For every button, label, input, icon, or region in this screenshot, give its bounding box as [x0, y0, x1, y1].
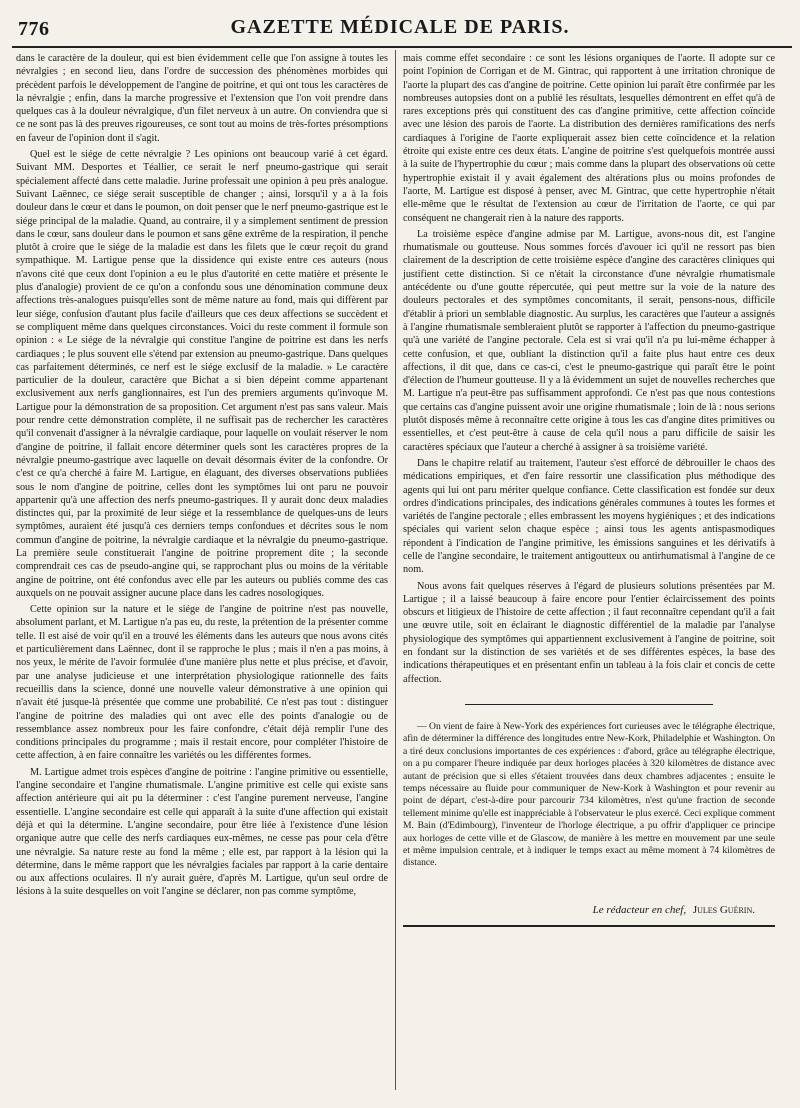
paragraph: mais comme effet secondaire : ce sont les lésions organiques de l'aorte. Il adopte sur ce point l'opinion de Corrigan et de M. Gintrac, qui rapportent à une irritation chronique de l'aorte la plupart des cas d'angine de poitrine. Cette opinion lui paraît être confirmée par les nombreuses autopsies dont on a publié les résultats, lesquelles démontrent en effet qu'à de rares exceptions près qui constituent des cas d'angine primitive, cette affection coïncide avec une lésion des parois de l'aorte. La distribution des dernières ramifications des nerfs cardiaques à l'origine de l'aorte expliquerait assez bien cette coïncidence et la relation étroite qui existe entre ces deux états. L'angine de poitrine s'est quelquefois montrée aussi à la suite de l'hypertrophie du cœur ; mais comme dans la plupart des observations où cette hypertrophie existait il y avait également des altérations plus ou moins profondes de l'aorte, M. Lartigue est disposé à penser, avec M. Gintrac, que cette hypertrophie n'était elle-même que le résultat de l'extension au cœur de l'irritation de l'aorte, ce qui par conséquent ne changerait rien à la nature des rapports.	[403, 53, 775, 224]
news-item: — On vient de faire à New-York des expériences fort curieuses avec le télégraphe électrique, afin de déterminer la différence des longitudes entre New-Kork, Philadelphie et Washington. On a tiré deux conclusions importantes de ces expériences : d'abord, grâce au télégraphe électrique, on a pu comparer l'heure indiquée par deux horloges placées à 320 kilomètres de distance avec autant de précision que si elles s'étaient trouvées dans deux chambres adjacentes ; ensuite le temps nécessaire au fluide pour communiquer de New-Kork à Washington et pour revenir au point de départ, c'est-à-dire pour parcourir 734 kilomètres, n'est qu'une fraction de seconde tellement minime qu'elle est inappréciable à l'observateur le plus exercé. Ceci explique comment M. Bain (d'Edimbourg), l'inventeur de l'horloge électrique, a pu offrir d'appliquer ce principe aux horloges de cette ville et de Glascow, de manière à les mettre en mouvement par une seule et même impulsion centrale, et à indiquer le temps exact au même moment à 74 kilomètres de distance.	[403, 720, 775, 869]
journal-title: GAZETTE MÉDICALE DE PARIS.	[230, 16, 570, 38]
paragraph: Cette opinion sur la nature et le siége de l'angine de poitrine n'est pas nouvelle, absolument parlant, et M. Lartigue n'a pas eu, du reste, la prétention de la présenter comme telle. Il est aisé de voir qu'il en a trouvé les éléments dans les auteurs que nous avons cités et particulièrement dans Laënnec, dont il se rapproche le plus ; mais il n'en a pas moins, à nos yeux, le mérite de l'avoir formulée d'une manière plus nette et plus précise, et d'avoir, par une analyse judicieuse et une interprétation physiologique rationnelle des faits recueillis dans la science, donné une nouvelle valeur démonstrative à une opinion qui n'avait été jusque-là présentée que comme une probabilité. Ce n'est pas tout : distinguer l'angine de poitrine des maladies qui ont avec elle des points d'analogie ou de ressemblance assez nombreux pour les faire confondre, c'était déjà remplir l'une des conditions principales du programme ; mais il restait encore, pour compléter l'histoire de cette affection, à en faire connaître les variétés ou les différentes formes.	[16, 604, 388, 762]
page-header	[12, 14, 788, 48]
signature-label: Le rédacteur en chef,	[592, 903, 687, 916]
signature-name: Jules Guérin.	[692, 903, 755, 916]
paragraph: Nous avons fait quelques réserves à l'égard de plusieurs solutions présentées par M. Lartigue ; il a laissé beaucoup à faire encore pour l'entier éclaircissement des points obscurs et litigieux de l'histoire de cette affection ; il faut reconnaître cependant qu'il a fait une œuvre utile, soit en éclairant le diagnostic différentiel de la maladie par l'analyse physiologique des symptômes qui appartiennent exclusivement à l'angine de poitrine, soit en fondant sur la distinction de ses variétés et de ses différentes espèces, la base des indications thérapeutiques et en présentant enfin un tableau à la fois clair et concis de cette affection.	[403, 580, 775, 685]
header-rule	[12, 46, 792, 48]
page-number: 776	[18, 18, 50, 40]
column-divider	[395, 50, 396, 1090]
left-column	[16, 52, 388, 902]
paragraph: Quel est le siége de cette névralgie ? Les opinions ont beaucoup varié à cet égard. Suivant MM. Desportes et Téallier, ce serait le nerf pneumo-gastrique qui serait spécialement affecté dans cette maladie. Jurine professait une opinion à peu près analogue. Suivant Laënnec, ce siége serait susceptible de changer ; ainsi, lorsqu'il y a à la fois douleur dans le cœur et dans le poumon, on doit penser que le nerf pneumo-gastrique est le siége principal de la maladie. Quand, au contraire, il y a simplement sentiment de pression dans le cœur, sans douleur dans le poumon et sans gêne extrême de la respiration, il penche plutôt à croire que le siége de la maladie est dans les filets que le cœur reçoit du grand sympathique. M. Lartigue pense que la dissidence qui existe entre ces auteurs (nous n'avons cité que ceux dont l'opinion a eu le plus d'autorité en cette matière et présente le plus d'analogie) provient de ce qu'on a confondu sous une dénomination commune deux affections très-analogues puisqu'elles sont de même nature au fond, mais qui diffèrent par leur siége, confusion d'autant plus facile d'ailleurs que ces deux affections se succèdent et se compliquent même dans quelques circonstances. Voici du reste comment il formule son opinion : « Le siége de la névralgie qui constitue l'angine de poitrine est dans les nerfs cardiaques ; le plus souvent elle s'étend par extension au pneumo-gastrique. Dans quelques cas parfaitement déterminés, ce nerf est le siége exclusif de la maladie. » Le caractère particulier de la douleur, caractère que Bichat a si bien dépeint comme appartenant exclusivement aux nerfs ganglionnaires, est l'un des premiers arguments qu'invoque M. Lartigue pour la démonstration de sa proposition. Cet argument n'est pas sans valeur. Mais pour rendre cette démonstration complète, il ne suffisait pas de rechercher les caractères qu'il convenait d'assigner à la névralgie cardiaque, pour laquelle on voulait réserver le nom d'angine de poitrine, il fallait encore déterminer quels sont les caractères propres de la névralgie pneumo-gastrique avec laquelle on devait désormais éviter de la confondre. Or c'est ce qu'a cherché à faire M. Lartigue, en élaguant, des diverses observations publiées sous le nom d'angine de poitrine, celles dont les symptômes lui ont paru ne pouvoir appartenir qu'à une affection des nerfs pneumo-gastriques. Il y aurait donc deux maladies distinctes qui, par la proximité de leur siége et la ressemblance de quelques-uns de leurs symptômes, auraient été jusqu'à ces derniers temps confondues et décrites sous le nom commun d'angine de poitrine, la névralgie cardiaque et la névralgie du pneumo-gastrique. La première seule constituerait l'angine de poitrine proprement dite ; la seconde comprendrait ces cas de pseudo-angine qui, se rapprochant plus ou moins de la véritable angine de poitrine, ont été confondus avec elle par les auteurs ou publiés comme des cas auxquels on ne pouvait assigner aucune place dans les cadres nosologiques.	[16, 149, 388, 599]
paragraph: M. Lartigue admet trois espèces d'angine de poitrine : l'angine primitive ou essentielle, l'angine secondaire et l'angine rhumatismale. L'angine primitive est celle qui existe sans affection antérieure qui ait pu la déterminer : c'est l'angine purement nerveuse, l'angine essentielle. L'angine secondaire est celle qui apparaît à la suite d'une affection qui existait déjà et qui la détermine. L'angine secondaire, pour être liée à l'existence d'une lésion organique autre que celle des nerfs cardiaques eux-mêmes, ne cesse pas pour cela d'être une névralgie. Sa nature reste au fond la même ; elle est, par rapport à la lésion qui la détermine, dans le même rapport que les névralgies faciales par rapport à la carie dentaire ou aux affections oculaires. Il n'y aurait guère, d'après M. Lartigue, qu'un seul ordre de lésions à la suite desquelles on voit l'angine se déclarer, non pas comme symptôme,	[16, 766, 388, 898]
right-column	[403, 52, 775, 927]
paragraph: Dans le chapitre relatif au traitement, l'auteur s'est efforcé de débrouiller le chaos des médications empiriques, et d'en faire ressortir une classification plus méthodique des agents qui lui ont paru mériter quelque confiance. Cette classification est fondée sur deux ordres d'indications principales, des indications générales communes à toutes les formes et variétés de l'angine pectorale ; elles embrassent les moyens hygiéniques ; et des indications spéciales qui varient selon chaque espèce ; ainsi tous les agents antispasmodiques répondent à l'indication de l'angine primitive, les émissions sanguines et les dérivatifs à celle de l'angine secondaire, le traitement antigoutteux ou antirhumatismal à l'angine de ce nom.	[403, 457, 775, 576]
section-rule	[465, 704, 713, 705]
editor-signature	[403, 904, 775, 917]
paragraph: dans le caractère de la douleur, qui est bien évidemment celle que l'on assigne à toutes les névralgies ; en second lieu, dans l'ordre de succession des phénomènes morbides qui précèdent parfois le développement de l'angine de poitrine, et qui ont tous les caractères de la névralgie ; enfin, dans la marche progressive et l'extension que l'on voit prendre dans quelques cas à la douleur névralgique, d'un filet nerveux à un autre. On conviendra que si ce ne sont pas là des preuves rigoureuses, ce sont tout au moins de très-fortes présomptions en faveur de l'opinion dont il s'agit.	[16, 53, 388, 144]
paragraph: La troisième espèce d'angine admise par M. Lartigue, avons-nous dit, est l'angine rhumatismale ou goutteuse. Nous sommes forcés d'avouer ici qu'il ne ressort pas bien clairement de la description de cette troisième espèce d'angine des caractères cliniques qui justifient cette distinction. Si ce n'était la circonstance d'une névralgie rhumatismale antécédente ou d'une goutte répercutée, qui peut mettre sur la voie de la nature des douleurs pectorales et des symptômes concomitants, il serait, pensons-nous, difficile d'établir à priori un semblable diagnostic. Au surplus, les caractères que l'auteur a assignés à l'angine rhumatismale sembleraient plutôt se rapporter à l'affection du pneumo-gastrique qu'à une variété de l'angine pectorale. Cela est si vrai qu'il n'a pu lui-même échapper à cette confusion, et que, oubliant la distinction qu'il a faite plus haut entre ces deux affections, il dit que, dans ce cas-ci, c'est le pneumo-gastrique qui paraît être le point d'élection de l'humeur goutteuse. Il y a là évidemment un sujet de nouvelles recherches que M. Lartigue n'a peut-être pas suffisamment approfondi. Ce n'est pas que nous contestions que certains cas d'angine puissent avoir une origine rhumatismale ; loin de là : nous serions plutôt disposés même à reconnaître cette origine à tous les cas d'angine dites primitives ou essentielles, et c'est peut-être à cause de cela qu'il nous a paru difficile de saisir les caractères spéciaux que l'auteur a cherché à assigner à sa troisième variété.	[403, 228, 775, 453]
footer-rule	[403, 925, 775, 927]
